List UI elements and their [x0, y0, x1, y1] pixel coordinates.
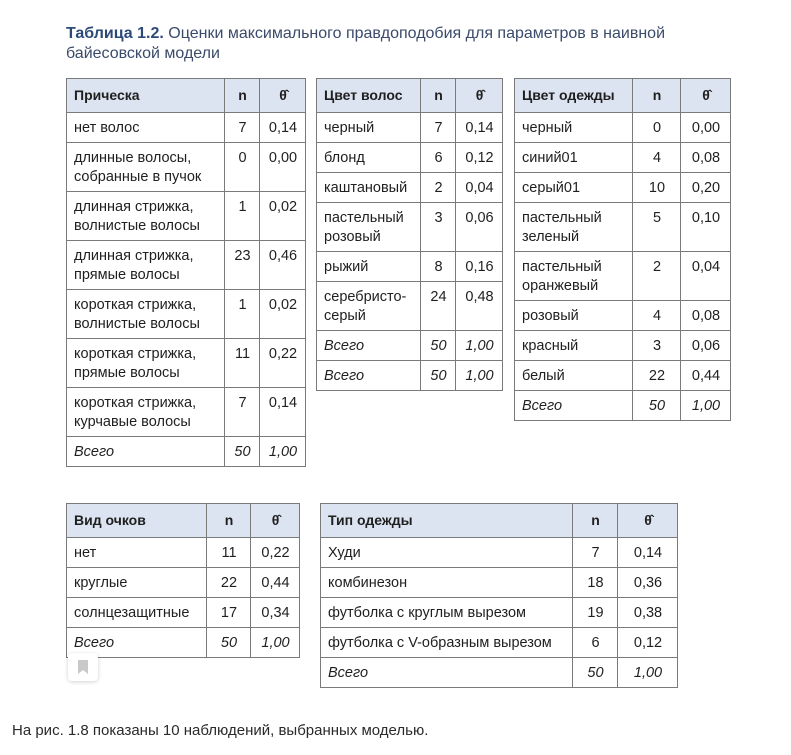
category-cell: блонд — [317, 143, 421, 173]
total-count: 50 — [421, 361, 456, 391]
estimate-cell: 0,02 — [260, 192, 306, 241]
total-estimate: 1,00 — [456, 361, 503, 391]
estimate-cell: 0,36 — [618, 568, 678, 598]
table-row — [67, 538, 300, 568]
table-row — [317, 143, 503, 173]
table-row — [321, 568, 678, 598]
estimate-cell: 0,48 — [456, 282, 503, 331]
category-cell: короткая стрижка, волнистые волосы — [67, 290, 225, 339]
category-cell: нет волос — [67, 113, 225, 143]
count-cell: 10 — [633, 173, 681, 203]
category-cell: черный — [515, 113, 633, 143]
count-cell: 4 — [633, 143, 681, 173]
category-cell: нет — [67, 538, 207, 568]
table-row — [321, 538, 678, 568]
table-row — [515, 252, 731, 301]
category-cell: черный — [317, 113, 421, 143]
estimate-cell: 0,06 — [681, 331, 731, 361]
total-estimate: 1,00 — [251, 628, 300, 658]
header-cell: Цвет волос — [317, 79, 421, 113]
count-cell: 0 — [633, 113, 681, 143]
hair-color-table — [316, 78, 503, 391]
category-cell: каштановый — [317, 173, 421, 203]
clothes-color-table — [514, 78, 731, 421]
header-cell: θ̂ — [681, 79, 731, 113]
count-cell: 7 — [225, 388, 260, 437]
estimate-cell: 0,08 — [681, 301, 731, 331]
category-cell: пастельный оранжевый — [515, 252, 633, 301]
table-row — [321, 628, 678, 658]
header-cell: n — [207, 504, 251, 538]
estimate-cell: 0,00 — [681, 113, 731, 143]
count-cell: 3 — [421, 203, 456, 252]
count-cell: 7 — [225, 113, 260, 143]
count-cell: 5 — [633, 203, 681, 252]
category-cell: комбинезон — [321, 568, 573, 598]
clothes-type-table — [320, 503, 678, 688]
category-cell: солнцезащитные — [67, 598, 207, 628]
estimate-cell: 0,46 — [260, 241, 306, 290]
table-row — [67, 143, 306, 192]
table-row — [317, 252, 503, 282]
total-row — [515, 391, 731, 421]
count-cell: 6 — [573, 628, 618, 658]
estimate-cell: 0,00 — [260, 143, 306, 192]
table-row — [317, 173, 503, 203]
count-cell: 1 — [225, 290, 260, 339]
table-header-row — [317, 79, 503, 113]
table-row — [515, 331, 731, 361]
table-header-row — [321, 504, 678, 538]
category-cell: синий01 — [515, 143, 633, 173]
table-row — [67, 339, 306, 388]
estimate-cell: 0,16 — [456, 252, 503, 282]
header-cell: Вид очков — [67, 504, 207, 538]
estimate-cell: 0,14 — [260, 113, 306, 143]
category-cell: футболка с круглым вырезом — [321, 598, 573, 628]
total-label: Всего — [317, 331, 421, 361]
table-header-row — [67, 79, 306, 113]
header-cell: n — [573, 504, 618, 538]
caption-label: Таблица 1.2. — [66, 25, 164, 42]
total-label: Всего — [515, 391, 633, 421]
estimate-cell: 0,04 — [681, 252, 731, 301]
table-row — [67, 568, 300, 598]
total-row — [67, 628, 300, 658]
total-count: 50 — [633, 391, 681, 421]
count-cell: 6 — [421, 143, 456, 173]
category-cell: длинная стрижка, волнистые волосы — [67, 192, 225, 241]
body-paragraph: На рис. 1.8 показаны 10 наблюдений, выбранных моделью. — [12, 722, 429, 739]
category-cell: серый01 — [515, 173, 633, 203]
count-cell: 0 — [225, 143, 260, 192]
count-cell: 8 — [421, 252, 456, 282]
total-row — [321, 658, 678, 688]
table-header-row — [515, 79, 731, 113]
estimate-cell: 0,44 — [681, 361, 731, 391]
table-row — [515, 143, 731, 173]
glasses-table — [66, 503, 300, 658]
estimate-cell: 0,06 — [456, 203, 503, 252]
estimate-cell: 0,08 — [681, 143, 731, 173]
count-cell: 22 — [207, 568, 251, 598]
category-cell: пастельный розовый — [317, 203, 421, 252]
header-cell: Цвет одежды — [515, 79, 633, 113]
bookmark-icon — [77, 660, 89, 674]
category-cell: рыжий — [317, 252, 421, 282]
total-label: Всего — [67, 437, 225, 467]
count-cell: 23 — [225, 241, 260, 290]
table-row — [515, 173, 731, 203]
table-row — [67, 388, 306, 437]
table-row — [317, 282, 503, 331]
table-row — [67, 290, 306, 339]
total-count: 50 — [573, 658, 618, 688]
table-header-row — [67, 504, 300, 538]
category-cell: круглые — [67, 568, 207, 598]
estimate-cell: 0,12 — [456, 143, 503, 173]
count-cell: 19 — [573, 598, 618, 628]
count-cell: 7 — [421, 113, 456, 143]
count-cell: 7 — [573, 538, 618, 568]
count-cell: 2 — [421, 173, 456, 203]
table-row — [67, 113, 306, 143]
total-estimate: 1,00 — [456, 331, 503, 361]
category-cell: длинная стрижка, прямые волосы — [67, 241, 225, 290]
caption-text: Оценки максимального правдоподобия для параметров в наивной байесовской модели — [66, 25, 666, 62]
estimate-cell: 0,22 — [251, 538, 300, 568]
header-cell: θ̂ — [618, 504, 678, 538]
table-row — [67, 192, 306, 241]
count-cell: 2 — [633, 252, 681, 301]
estimate-cell: 0,02 — [260, 290, 306, 339]
category-cell: Худи — [321, 538, 573, 568]
header-cell: θ̂ — [456, 79, 503, 113]
table-caption — [66, 24, 746, 64]
table-row — [317, 113, 503, 143]
category-cell: футболка с V-образным вырезом — [321, 628, 573, 658]
count-cell: 17 — [207, 598, 251, 628]
hair-table — [66, 78, 306, 467]
total-count: 50 — [207, 628, 251, 658]
total-row — [67, 437, 306, 467]
total-row — [317, 331, 503, 361]
count-cell: 1 — [225, 192, 260, 241]
count-cell: 4 — [633, 301, 681, 331]
total-count: 50 — [225, 437, 260, 467]
category-cell: длинные волосы, собранные в пучок — [67, 143, 225, 192]
header-cell: Прическа — [67, 79, 225, 113]
total-estimate: 1,00 — [681, 391, 731, 421]
estimate-cell: 0,38 — [618, 598, 678, 628]
header-cell: Тип одежды — [321, 504, 573, 538]
estimate-cell: 0,10 — [681, 203, 731, 252]
table-row — [67, 598, 300, 628]
bookmark-button[interactable] — [68, 653, 98, 681]
total-estimate: 1,00 — [260, 437, 306, 467]
count-cell: 24 — [421, 282, 456, 331]
category-cell: белый — [515, 361, 633, 391]
category-cell: пастельный зеленый — [515, 203, 633, 252]
category-cell: розовый — [515, 301, 633, 331]
header-cell: n — [421, 79, 456, 113]
estimate-cell: 0,14 — [618, 538, 678, 568]
estimate-cell: 0,14 — [260, 388, 306, 437]
count-cell: 3 — [633, 331, 681, 361]
count-cell: 18 — [573, 568, 618, 598]
total-label: Всего — [317, 361, 421, 391]
table-row — [321, 598, 678, 628]
estimate-cell: 0,04 — [456, 173, 503, 203]
category-cell: красный — [515, 331, 633, 361]
total-estimate: 1,00 — [618, 658, 678, 688]
estimate-cell: 0,20 — [681, 173, 731, 203]
category-cell: короткая стрижка, курчавые волосы — [67, 388, 225, 437]
total-label: Всего — [67, 628, 207, 658]
estimate-cell: 0,34 — [251, 598, 300, 628]
category-cell: серебристо-серый — [317, 282, 421, 331]
header-cell: θ̂ — [251, 504, 300, 538]
count-cell: 11 — [207, 538, 251, 568]
count-cell: 22 — [633, 361, 681, 391]
table-row — [515, 301, 731, 331]
total-row — [317, 361, 503, 391]
estimate-cell: 0,14 — [456, 113, 503, 143]
header-cell: θ̂ — [260, 79, 306, 113]
table-row — [67, 241, 306, 290]
count-cell: 11 — [225, 339, 260, 388]
total-label: Всего — [321, 658, 573, 688]
header-cell: n — [225, 79, 260, 113]
estimate-cell: 0,22 — [260, 339, 306, 388]
category-cell: короткая стрижка, прямые волосы — [67, 339, 225, 388]
table-row — [515, 113, 731, 143]
estimate-cell: 0,12 — [618, 628, 678, 658]
table-row — [317, 203, 503, 252]
table-row — [515, 361, 731, 391]
total-count: 50 — [421, 331, 456, 361]
header-cell: n — [633, 79, 681, 113]
table-row — [515, 203, 731, 252]
estimate-cell: 0,44 — [251, 568, 300, 598]
